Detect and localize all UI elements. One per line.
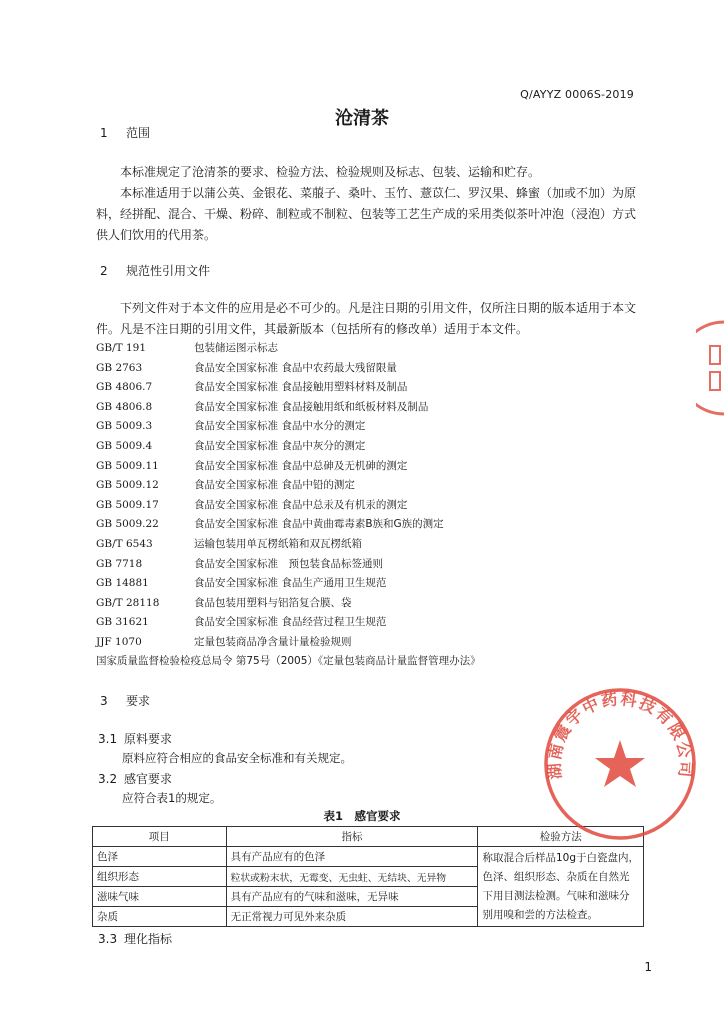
- reference-title: 食品包装用塑料与铝箔复合膜、袋: [194, 596, 352, 609]
- reference-title: 食品安全国家标准 食品中黄曲霉毒素B族和G族的测定: [194, 518, 444, 531]
- reference-item: [96, 613, 444, 633]
- reference-item: [96, 574, 444, 594]
- reference-title: 食品安全国家标准 食品中总汞及有机汞的测定: [194, 498, 408, 511]
- reference-code: GB/T 28118: [96, 596, 160, 609]
- reference-title: 食品安全国家标准 食品接触用塑料材料及制品: [194, 381, 408, 394]
- paragraph-text: 本标准规定了沧清茶的要求、检验方法、检验规则及标志、包装、运输和贮存。: [120, 165, 541, 179]
- table-cell-item: 滋味气味: [93, 887, 227, 907]
- reference-item: [96, 476, 444, 496]
- reference-item: [96, 633, 444, 653]
- paragraph-text: 下列文件对于本文件的应用是必不可少的。凡是注日期的引用文件，仅所注日期的版本适用于本文件。凡是不注日期的引用文件，其最新版本（包括所有的修改单）适用于本文件。: [96, 301, 637, 336]
- subsection-number: 3.1: [98, 732, 118, 746]
- subsection-number: 3.3: [98, 932, 118, 946]
- reference-item: [96, 339, 444, 359]
- table-cell-index: 具有产品应有的气味和滋味，无异味: [226, 887, 478, 907]
- references-intro: [96, 298, 641, 340]
- reference-code: GB 7718: [96, 557, 143, 570]
- reference-regulation: 国家质量监督检验检疫总局令 第75号（2005）《定量包装商品计量监督管理办法》: [96, 655, 481, 667]
- reference-item: [96, 398, 444, 418]
- reference-code: GB 5009.22: [96, 518, 159, 531]
- reference-item: [96, 496, 444, 516]
- reference-title: 包装储运图示标志: [194, 342, 278, 354]
- reference-item: [96, 378, 444, 398]
- reference-item: [96, 359, 444, 379]
- reference-title: 食品安全国家标准 食品中水分的测定: [194, 420, 366, 433]
- subsection-heading-raw-materials: [98, 730, 172, 747]
- raw-materials-text: 原料应符合相应的食品安全标准和有关规定。: [122, 751, 352, 765]
- section-number: 3: [100, 694, 108, 708]
- subsection-number: 3.2: [98, 772, 118, 786]
- document-title: 沧清茶: [335, 108, 389, 129]
- table-caption: 表1 感官要求: [323, 809, 401, 823]
- reference-item: [96, 594, 444, 614]
- edge-seal-fragment: [696, 318, 724, 418]
- subsection-title: 感官要求: [124, 772, 173, 786]
- table-cell-index: 具有产品应有的色泽: [226, 847, 478, 867]
- reference-code: GB/T 191: [96, 342, 147, 354]
- reference-code: GB 5009.12: [96, 479, 159, 492]
- subsection-title: 理化指标: [124, 932, 173, 946]
- section-title: 范围: [126, 126, 151, 140]
- reference-code: GB 5009.4: [96, 439, 153, 452]
- reference-title: 食品安全国家标准 食品接触用纸和纸板材料及制品: [194, 400, 429, 413]
- reference-title: 食品安全国家标准 食品生产通用卫生规范: [194, 577, 387, 590]
- reference-code: GB 5009.11: [96, 459, 159, 472]
- reference-list: [96, 339, 444, 653]
- reference-code: GB 2763: [96, 361, 143, 374]
- reference-item: [96, 515, 444, 535]
- document-code: Q/AYYZ 0006S-2019: [520, 88, 634, 101]
- scope-paragraph-2: [96, 183, 641, 246]
- reference-title: 食品安全国家标准 食品中灰分的测定: [194, 439, 366, 452]
- section-title: 规范性引用文件: [126, 264, 211, 278]
- section-heading-references: [100, 262, 210, 279]
- subsection-title: 原料要求: [124, 732, 173, 746]
- section-title: 要求: [126, 694, 151, 708]
- section-heading-requirements: [100, 692, 150, 709]
- reference-code: GB 14881: [96, 577, 149, 590]
- reference-title: 食品安全国家标准 食品中铅的测定: [194, 479, 355, 492]
- section-heading-scope: [100, 124, 150, 141]
- reference-code: JJF 1070: [96, 635, 142, 648]
- table-header-index: 指标: [226, 827, 478, 847]
- reference-item: [96, 417, 444, 437]
- table-cell-index: 无正常视力可见外来杂质: [226, 907, 478, 927]
- reference-item: [96, 457, 444, 477]
- reference-title: 定量包装商品净含量计量检验规则: [194, 635, 352, 648]
- company-seal-stamp: [540, 684, 700, 844]
- reference-code: GB 31621: [96, 616, 149, 629]
- seal-text: 湖南震宇中药科技有限公司: [544, 689, 696, 781]
- table-header-method: 检验方法: [478, 827, 644, 847]
- section-number: 2: [100, 264, 108, 278]
- subsection-heading-sensory: [98, 770, 172, 787]
- reference-item: [96, 555, 444, 575]
- table-header-item: 项目: [93, 827, 227, 847]
- section-number: 1: [100, 126, 108, 140]
- reference-code: GB 5009.17: [96, 498, 159, 511]
- reference-code: GB 4806.8: [96, 400, 153, 413]
- sensory-text: 应符合表1的规定。: [122, 791, 222, 805]
- seal-star-icon: [595, 740, 645, 787]
- reference-code: GB 5009.3: [96, 420, 153, 433]
- table-cell-method: 称取混合后样品10g于白瓷盘内，色泽、组织形态、杂质在自然光下用目测法检测。气味和滋味分别用嗅和尝的方法检查。: [478, 847, 644, 927]
- reference-item: [96, 437, 444, 457]
- subsection-heading-physicochemical: [98, 930, 172, 947]
- reference-title: 食品安全国家标准 食品中农药最大残留限量: [194, 361, 397, 374]
- reference-code: GB/T 6543: [96, 537, 153, 550]
- reference-title: 食品安全国家标准 预包装食品标签通则: [194, 557, 383, 570]
- table-cell-index: 粒状或粉末状，无霉变、无虫蛀、无结块、无异物: [226, 867, 478, 887]
- table-cell-item: 杂质: [93, 907, 227, 927]
- paragraph-text: 本标准适用于以蒲公英、金银花、菜菔子、桑叶、玉竹、薏苡仁、罗汉果、蜂蜜（加或不加）为原料，经拼配、混合、干燥、粉碎、制粒或不制粒、包装等工艺生产成的采用类似茶叶冲泡（浸泡）方式供人们饮用的代用茶。: [96, 186, 637, 242]
- table-cell-item: 色泽: [93, 847, 227, 867]
- reference-title: 食品安全国家标准 食品经营过程卫生规范: [194, 616, 387, 629]
- table-cell-item: 组织形态: [93, 867, 227, 887]
- table-row: [93, 847, 644, 867]
- reference-title: 食品安全国家标准 食品中总砷及无机砷的测定: [194, 459, 408, 472]
- reference-title: 运输包装用单瓦楞纸箱和双瓦楞纸箱: [194, 537, 362, 550]
- page-number: 1: [644, 960, 652, 974]
- reference-code: GB 4806.7: [96, 381, 153, 394]
- scope-paragraph-1: [96, 162, 641, 183]
- reference-item: [96, 535, 444, 555]
